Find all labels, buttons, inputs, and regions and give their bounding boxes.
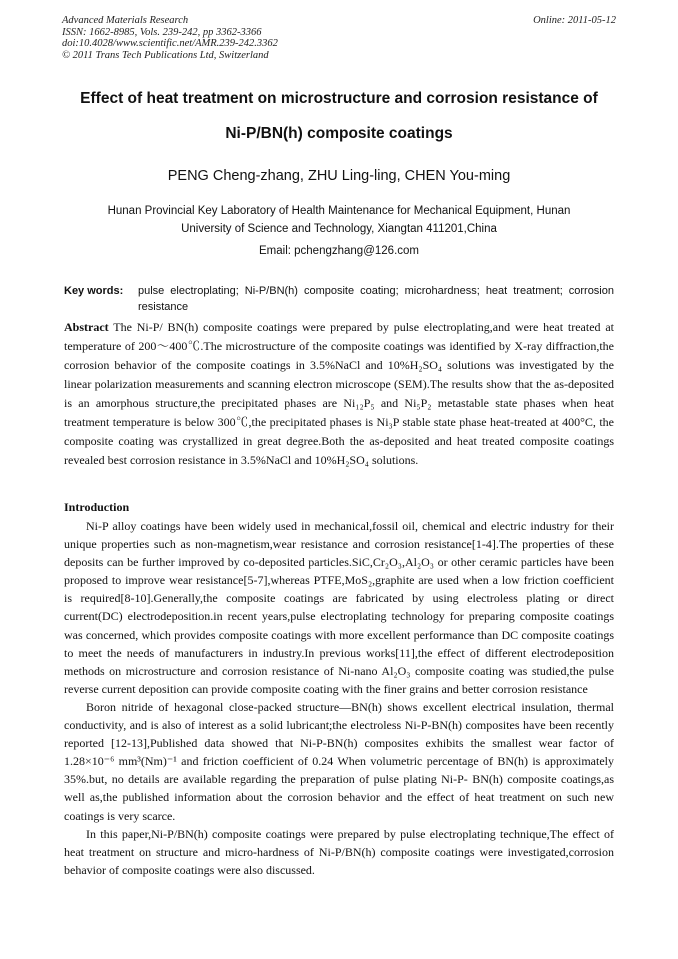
keywords-text: pulse electroplating; Ni-P/BN(h) composite coating; microhardness; heat treatment; corrosion resistance bbox=[138, 285, 614, 313]
paper-title-line1: Effect of heat treatment on microstructure and corrosion resistance of bbox=[80, 90, 598, 107]
author-email: Email: pchengzhang@126.com bbox=[259, 245, 419, 257]
introduction-body bbox=[64, 517, 614, 879]
online-date: Online: 2011-05-12 bbox=[533, 15, 616, 26]
issn-line: ISSN: 1662-8985, Vols. 239-242, pp 3362-3366 bbox=[62, 26, 262, 38]
intro-paragraph: Boron nitride of hexagonal close-packed structure—BN(h) shows excellent electrical insulation, thermal conductivity, and is also of interest as a solid lubricant;the electroless Ni-P-BN(h) composites have been recently reported [12-13],Published data showed that Ni-P-BN(h) composites exhibits the smallest wear factor of 1.28×10⁻⁶ mm³(Nm)⁻¹ and friction coefficient of 0.24 When volumetric percentage of BN(h) is approximately 35%.but, no details are available regarding the preparation of pulse plating Ni-P- BN(h) composite coatings,as well as,the published information about the corrosion behavior and the effect of heat treatment on such new coatings is very scarce. bbox=[64, 699, 614, 823]
affiliation-line1: Hunan Provincial Key Laboratory of Health Maintenance for Mechanical Equipment, Hunan bbox=[107, 205, 571, 217]
paper-title-line2: Ni-P/BN(h) composite coatings bbox=[225, 125, 453, 142]
author-list: PENG Cheng-zhang, ZHU Ling-ling, CHEN You-ming bbox=[167, 168, 511, 184]
copyright-line: © 2011 Trans Tech Publications Ltd, Switzerland bbox=[62, 49, 269, 61]
introduction-heading: Introduction bbox=[64, 500, 130, 514]
publication-header bbox=[62, 15, 616, 61]
abstract-label: Abstract bbox=[64, 320, 109, 334]
affiliation bbox=[40, 202, 638, 238]
journal-name: Advanced Materials Research bbox=[62, 15, 189, 26]
keywords-section bbox=[64, 283, 614, 315]
keywords-label: Key words: bbox=[64, 285, 124, 297]
doi-line: doi:10.4028/www.scientific.net/AMR.239-242.3362 bbox=[62, 38, 278, 49]
affiliation-line2: University of Science and Technology, Xiangtan 411201,China bbox=[181, 223, 497, 235]
intro-paragraph: Ni-P alloy coatings have been widely used in mechanical,fossil oil, chemical and electric industry for their unique properties such as non-magnetism,wear resistance and corrosion resistance[1-4].The properties of these deposits can be further improved by co-deposited particles.SiC,Cr₂O₃,Al₂O₃ or other ceramic particles have been proposed to improve wear resistance[5-7],whereas PTFE,MoS₂,graphite are used when a low friction coefficient is required[8-10].Generally,the composite coatings are fabricated by using electroless plating or direct current(DC) electrodeposition.in recent years,pulse electroplating technology for preparing composite coatings was concerned, which provides composite coatings with more excellent performance than DC composite coatings to meet the needs of manufacturers in industry.In previous works[11],the effect of different electrodeposition methods on microstructure and corrosion resistance of Ni-nano Al₂O₃ composite coating was studied,the pulse reverse current deposition can provide composite coating with the finer grains and better corrosion resistance bbox=[64, 519, 614, 696]
abstract-text: The Ni-P/ BN(h) composite coatings were prepared by pulse electroplating,and were heat treated at temperature of 200～400℃.The microstructure of the composite coatings was identified by X-ray diffraction,the corrosion behavior of the composite coatings in 3.5%NaCl and 10%H₂SO₄ solutions was investigated by the linear polarization measurements and scanning electron microscope (SEM).The results show that the as-deposited is an amorphous structure,the precipitated phases are Ni₁₂P₅ and Ni₅P₂ metastable state phases when heat treatment temperature is below 300℃,the precipitated phases is Ni₃P stable state phase heat-treated at 400°C, the composite coating was crystallized in great degree.Both the as-deposited and heat treated composite coatings revealed best corrosion resistance in 3.5%NaCl and 10%H₂SO₄ solutions. bbox=[64, 320, 614, 467]
abstract-section bbox=[64, 318, 614, 470]
intro-paragraph: In this paper,Ni-P/BN(h) composite coatings were prepared by pulse electroplating technique,The effect of heat treatment on structure and micro-hardness of Ni-P/BN(h) composite coatings were investigated,corrosion behavior of composite coatings were also discussed. bbox=[64, 826, 614, 877]
